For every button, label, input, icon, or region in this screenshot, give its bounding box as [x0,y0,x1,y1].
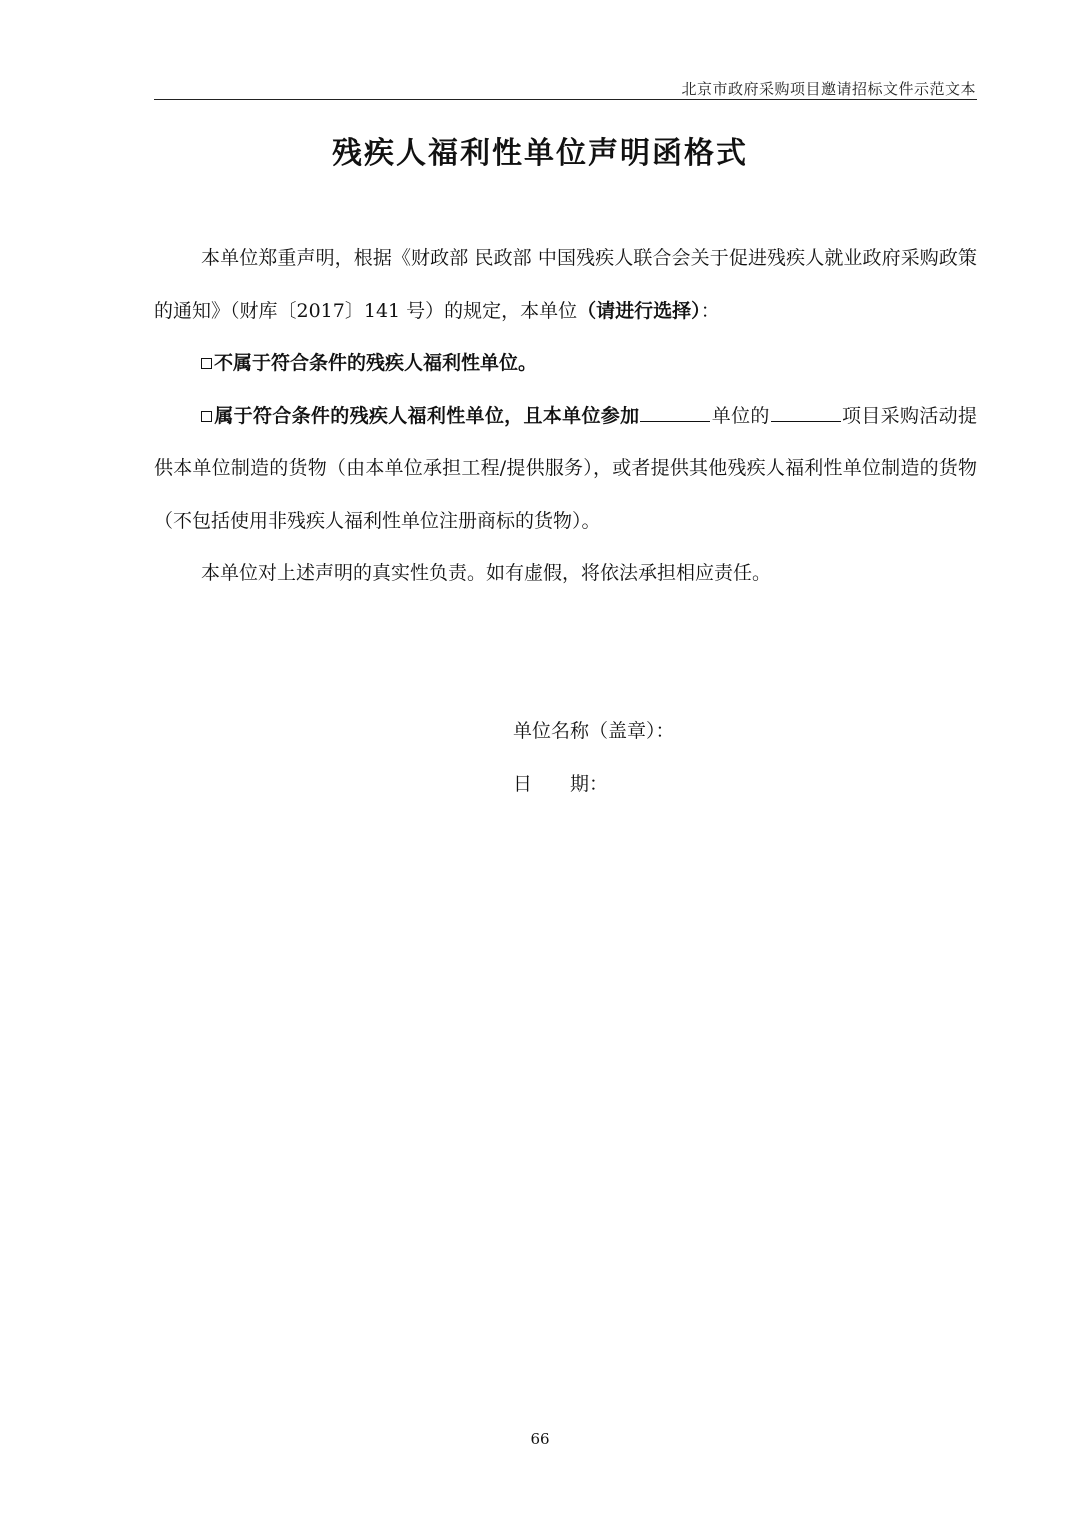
unit-name-blank[interactable] [640,405,710,422]
header-divider [154,99,977,100]
date-label: 日 期： [513,773,609,795]
project-name-blank[interactable] [771,405,841,422]
option-qualified [154,390,977,548]
option-qualified-text-3: 项目采购活动提供本单位制造的货物（由本单位承担工程/提供服务），或者提供其他残疾人福利性单位制造的货物（不包括使用非残疾人福利性单位注册商标的货物）。 [154,404,977,532]
intro-text: 本单位郑重声明，根据《财政部 民政部 中国残疾人联合会关于促进残疾人就业政府采购政策的通知》（财库〔2017〕141 号）的规定，本单位 [154,247,977,322]
checkbox-qualified[interactable] [201,411,212,422]
closing-paragraph: 本单位对上述声明的真实性负责。如有虚假，将依法承担相应责任。 [201,562,772,584]
unit-name-seal-label: 单位名称（盖章）： [513,720,675,742]
intro-instruction: （请进行选择） [577,299,701,322]
option-qualified-text-2: 单位的 [711,404,770,427]
page-title: 残疾人福利性单位声明函格式 [332,136,748,171]
declaration-body [154,232,977,600]
option-not-qualified [154,337,977,390]
page-number: 66 [530,1430,550,1448]
option-qualified-label: 属于符合条件的残疾人福利性单位，且本单位参加 [214,404,640,427]
intro-paragraph [154,232,977,337]
option-not-qualified-label: 不属于符合条件的残疾人福利性单位。 [214,352,538,374]
header-document-title: 北京市政府采购项目邀请招标文件示范文本 [681,80,976,98]
intro-colon: ： [700,299,720,322]
checkbox-not-qualified[interactable] [201,358,212,369]
